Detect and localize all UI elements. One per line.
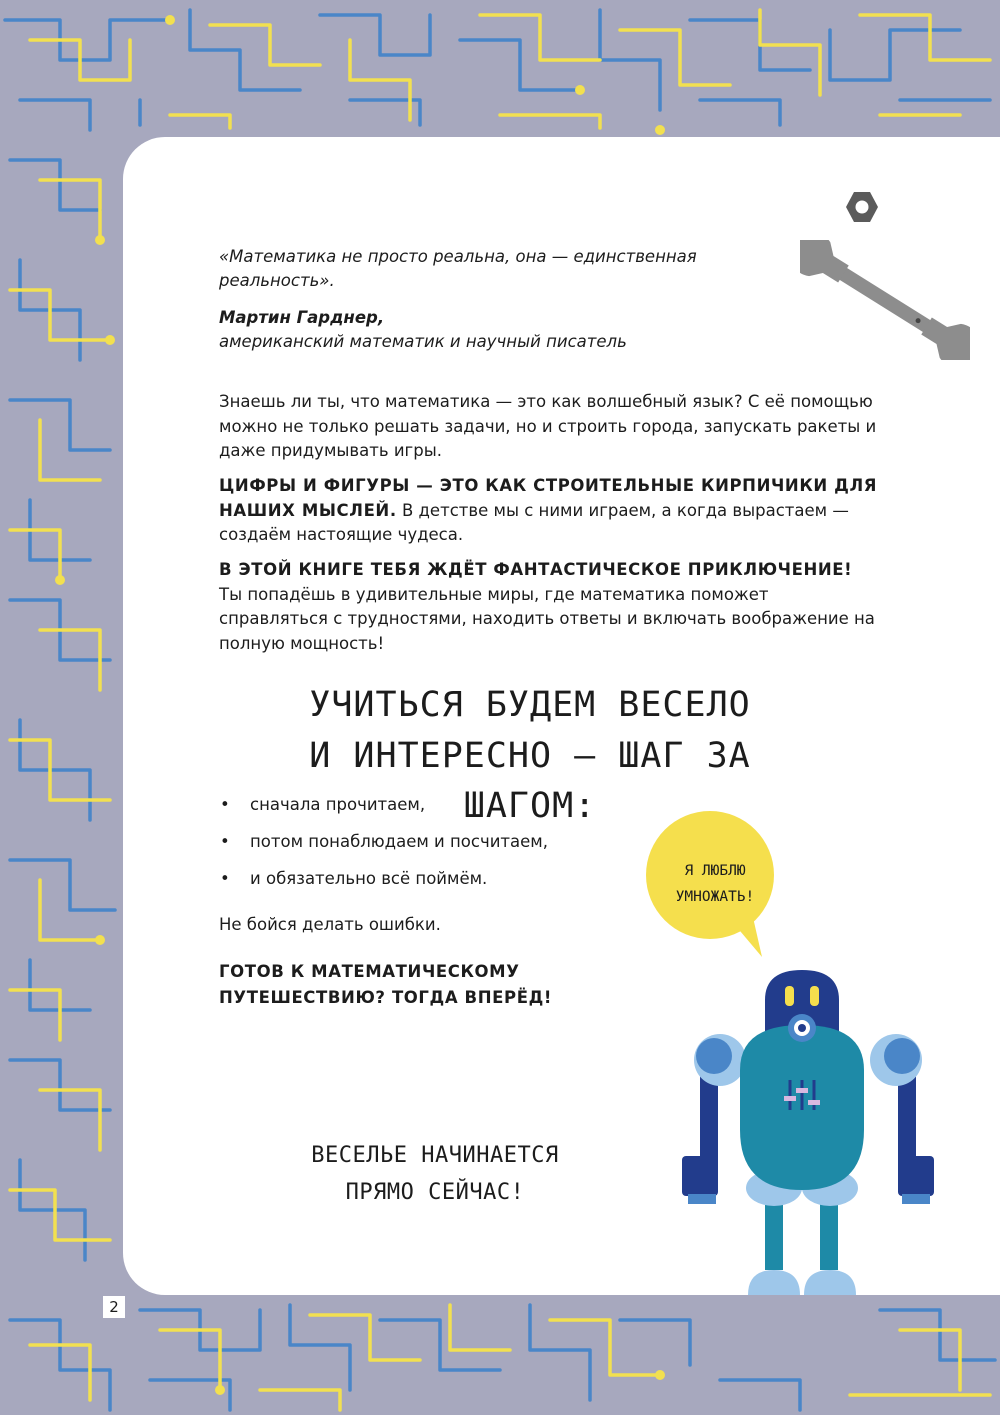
intro-paragraph-3: [219, 558, 879, 656]
quote-text: «Математика не просто реальна, она — единственная реальность».: [219, 247, 697, 290]
ready-text: ГОТОВ К МАТЕМАТИЧЕСКОМУ ПУТЕШЕСТВИЮ? ТОГДА ВПЕРЁД!: [219, 962, 552, 1007]
wrench-icon: [800, 240, 970, 360]
no-fear-text: Не бойся делать ошибки.: [219, 915, 441, 934]
list-item: [218, 867, 548, 904]
intro-paragraph-3-caps: В ЭТОЙ КНИГЕ ТЕБЯ ЖДЁТ ФАНТАСТИЧЕСКОЕ ПРИКЛЮЧЕНИЕ!: [219, 560, 853, 579]
robot-illustration: [670, 960, 950, 1310]
headline-line-1: УЧИТЬСЯ БУДЕМ ВЕСЕЛО: [309, 685, 751, 725]
quote-author: Мартин Гарднер,: [219, 308, 385, 327]
bullet: •: [220, 869, 230, 888]
bullet: •: [220, 795, 230, 814]
intro-paragraph-1: Знаешь ли ты, что математика — это как волшебный язык? С её помощью можно не только решать задачи, но и строить города, запускать ракеты и даже придумывать игры.: [219, 392, 877, 460]
quote-author-role: американский математик и научный писатель: [219, 332, 627, 351]
list-item-text: потом понаблюдаем и посчитаем,: [250, 832, 548, 851]
intro-paragraph-3-rest: Ты попадёшь в удивительные миры, где математика поможет справляться с трудностями, находить ответы и включать воображение на полную мощность!: [219, 584, 875, 653]
fun-line-1: ВЕСЕЛЬЕ НАЧИНАЕТСЯ: [311, 1143, 559, 1168]
nut-icon: [845, 190, 879, 224]
list-item-text: сначала прочитаем,: [250, 795, 426, 814]
intro-paragraph-2: [219, 474, 879, 548]
speech-bubble: [640, 805, 780, 965]
bubble-line-1: Я ЛЮБЛЮ: [684, 863, 746, 879]
intro-paragraph-2-rest: В детстве мы с ними играем, а когда вырастаем — создаём настоящие чудеса.: [219, 500, 849, 544]
headline-line-2: И ИНТЕРЕСНО — ШАГ ЗА ШАГОМ:: [309, 736, 751, 826]
bubble-line-2: УМНОЖАТЬ!: [675, 889, 755, 905]
bullet: •: [220, 832, 230, 851]
steps-list: [218, 793, 548, 904]
page-number: 2: [103, 1296, 125, 1318]
list-item: [218, 830, 548, 867]
intro-paragraph-2-caps: ЦИФРЫ И ФИГУРЫ — ЭТО КАК СТРОИТЕЛЬНЫЕ КИРПИЧИКИ ДЛЯ НАШИХ МЫСЛЕЙ.: [219, 476, 878, 520]
fun-line-2: ПРЯМО СЕЙЧАС!: [345, 1180, 525, 1205]
list-item: [218, 793, 548, 830]
list-item-text: и обязательно всё поймём.: [250, 869, 488, 888]
